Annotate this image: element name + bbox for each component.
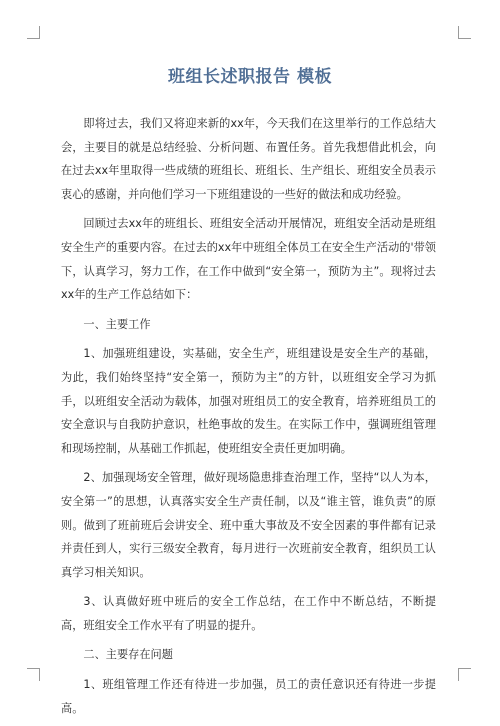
paragraph-item-2: 2、加强现场安全管理，做好现场隐患排查治理工作，坚持“以人为本，安全第一”的思想，认真落实安全生产责任制，以及“谁主管，谁负责”的原则。做到了班前班后会讲安全、班中重大事故及不安全因素的事件都有记录并责任到人，实行三级安全教育，每月进行一次班前安全教育，组织员工认真学习相关知识。 [61,471,436,579]
document-title: 班组长述职报告 模板 [168,67,332,87]
paragraph-item-1: 1、加强班组建设，实基础，安全生产，班组建设是安全生产的基础，为此，我们始终坚持“安全第一，预防为主”的方针，以班组安全学习为抓手，以班组安全活动为载体，加强对班组员工的安全教育，培养班组员工的安全意识与自我防护意识，杜绝事故的发生。在实际工作中，强调班组管理和现场控制，从基础工作抓起，使班组安全责任更加明确。 [61,347,436,455]
section-heading-main-work: 一、主要工作 [83,317,151,331]
paragraph-review: 回顾过去xx年的班组长、班组安全活动开展情况，班组安全活动是班组安全生产的重要内容。在过去的xx年中班组全体员工在安全生产活动的'带领下，认真学习，努力工作，在工作中做到“安全第一，预防为主”。现将过去xx年的生产工作总结如下： [61,217,436,302]
paragraph-problem-1: 1、班组管理工作还有待进一步加强，员工的责任意识还有待进一步提高。 [61,678,436,715]
crop-mark-top-left [27,26,40,39]
paragraph-item-3: 3、认真做好班中班后的安全工作总结，在工作中不断总结，不断提高，班组安全工作水平有了明显的提升。 [61,595,436,632]
crop-mark-bottom-left [27,668,40,681]
crop-mark-bottom-right [458,668,471,681]
paragraph-intro: 即将过去，我们又将迎来新的xx年，今天我们在这里举行的工作总结大会，主要目的就是总结经验、分析问题、布置任务。首先我想借此机会，向在过去xx年里取得一些成绩的班组长、班组长、生产组长、班组安全员表示衷心的感谢，并向他们学习一下班组建设的一些好的做法和成功经验。 [61,117,436,201]
section-heading-problems: 二、主要存在问题 [83,648,173,662]
document-body [61,112,436,726]
crop-mark-top-right [458,26,471,39]
